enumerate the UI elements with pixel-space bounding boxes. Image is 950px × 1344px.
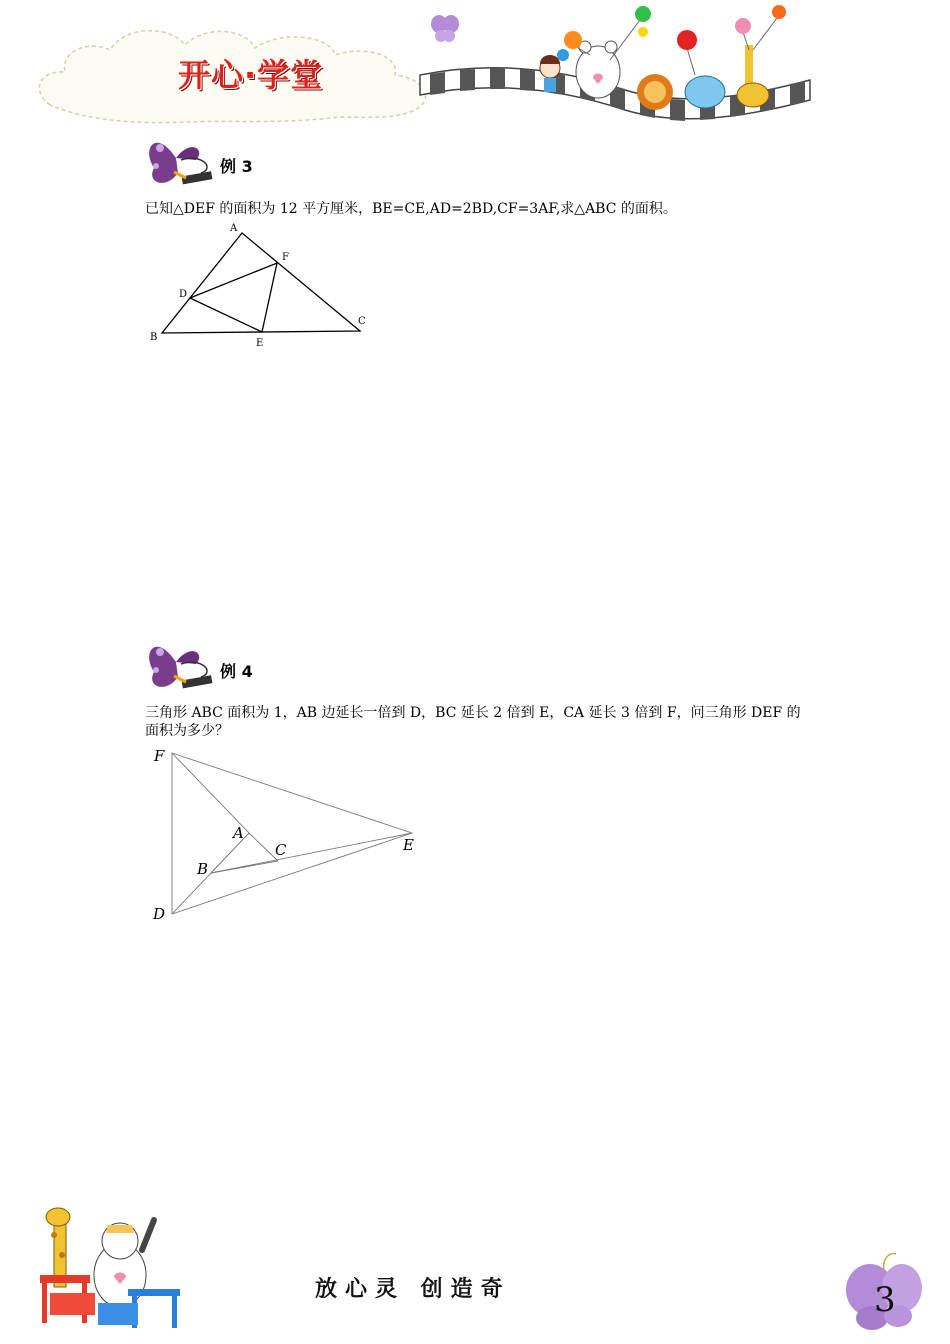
- ex4-label-b: B: [197, 860, 209, 878]
- example-3-label: 例 3: [220, 157, 253, 176]
- example-4-problem-text-line1: 三角形 ABC 面积为 1，AB 边延长一倍到 D，BC 延长 2 倍到 E，CA 延长 3 倍到 F，问三角形 DEF 的: [145, 705, 801, 721]
- example-4-triangle-figure: [145, 740, 435, 930]
- header-butterfly-icon: [431, 15, 459, 42]
- example-3-problem-text: 已知△DEF 的面积为 12 平方厘米，BE=CE,AD=2BD,CF=3AF,求△ABC 的面积。: [145, 201, 677, 217]
- ex3-label-a: A: [230, 223, 238, 234]
- header-title: 开心·学堂: [178, 56, 324, 94]
- ex4-label-a: A: [233, 824, 244, 842]
- example-4-label: 例 4: [220, 662, 253, 681]
- ex4-label-d: D: [153, 905, 166, 923]
- example-3-butterfly-icon: [146, 128, 220, 188]
- ex3-label-e: E: [256, 338, 264, 349]
- ex3-label-b: B: [150, 332, 158, 343]
- header-cartoon-track: [415, 0, 815, 130]
- example-3-triangle-figure: [145, 220, 385, 355]
- ex4-label-f: F: [154, 747, 165, 765]
- ex4-label-e: E: [403, 836, 414, 854]
- ex3-label-f: F: [282, 252, 289, 263]
- ex4-label-c: C: [275, 841, 287, 859]
- page-number: 3: [874, 1280, 896, 1320]
- footer-slogan: 放心灵 创造奇: [315, 1276, 511, 1302]
- ex3-label-d: D: [179, 289, 188, 300]
- footer-cartoon-classroom: [20, 1205, 190, 1335]
- example-4-butterfly-icon: [146, 632, 220, 692]
- example-4-problem-text-line2: 面积为多少？: [145, 723, 229, 739]
- ex3-label-c: C: [358, 316, 366, 327]
